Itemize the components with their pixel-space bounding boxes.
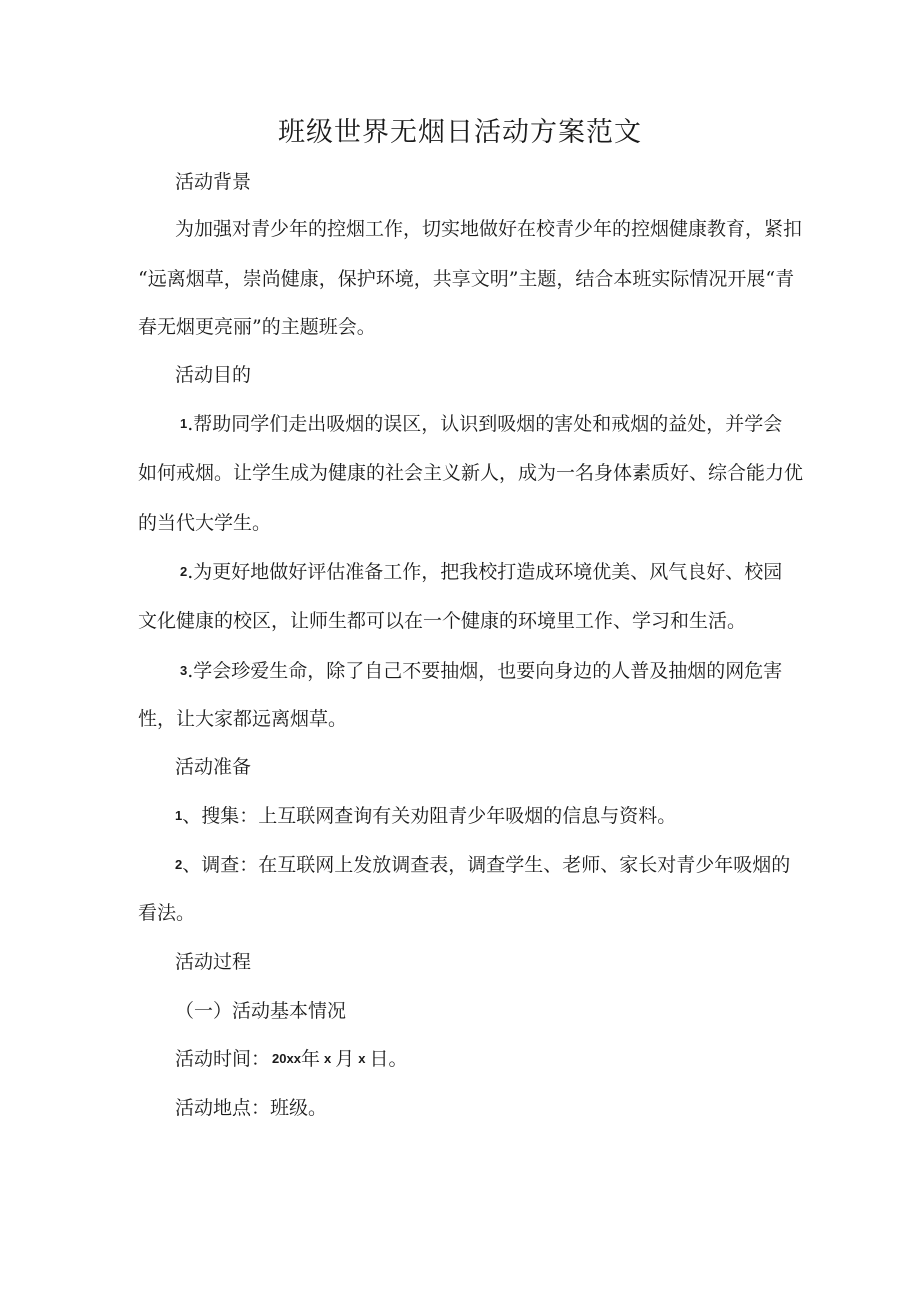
page-title: 班级世界无烟日活动方案范文 <box>278 117 642 148</box>
activity-time-year-unit: 年 <box>300 1048 320 1070</box>
list-item-number: 3 <box>180 663 188 678</box>
paragraph-line: “远离烟草，崇尚健康，保护环境，共享文明”主题，结合本班实际情况开展“青 <box>138 268 795 290</box>
list-item <box>180 409 782 439</box>
list-item-number: 2 <box>180 564 188 579</box>
activity-time-month: x <box>323 1051 332 1066</box>
list-item <box>180 557 782 587</box>
section-heading-background: 活动背景 <box>175 171 252 193</box>
activity-time-year: 20xx <box>272 1051 301 1066</box>
list-item-text: .为更好地做好评估准备工作，把我校打造成环境优美、风气良好、校园 <box>187 561 783 583</box>
activity-time-day-unit: 日。 <box>369 1048 408 1070</box>
paragraph-line: 性，让大家都远离烟草。 <box>138 708 348 730</box>
paragraph-line: 如何戒烟。让学生成为健康的社会主义新人，成为一名身体素质好、综合能力优 <box>138 462 804 484</box>
list-item-text: .帮助同学们走出吸烟的误区，认识到吸烟的害处和戒烟的益处，并学会 <box>187 413 783 435</box>
list-item <box>175 801 676 831</box>
paragraph-line: 文化健康的校区，让师生都可以在一个健康的环境里工作、学习和生活。 <box>138 610 747 632</box>
list-item-number: 2 <box>175 857 183 872</box>
list-item <box>180 656 782 686</box>
paragraph-line: 春无烟更亮丽”的主题班会。 <box>138 316 376 338</box>
list-item <box>175 850 791 880</box>
list-item-number: 1 <box>175 808 183 823</box>
section-heading-process: 活动过程 <box>175 951 252 973</box>
activity-place: 活动地点：班级。 <box>175 1097 328 1119</box>
activity-time-month-unit: 月 <box>335 1048 355 1070</box>
list-item-text: 、调查：在互联网上发放调查表，调查学生、老师、家长对青少年吸烟的 <box>182 854 791 876</box>
subsection-heading: （一）活动基本情况 <box>175 1000 347 1022</box>
section-heading-purpose: 活动目的 <box>175 364 252 386</box>
paragraph-line: 的当代大学生。 <box>138 512 272 534</box>
section-heading-prep: 活动准备 <box>175 756 252 778</box>
list-item-text: 、搜集：上互联网查询有关劝阻青少年吸烟的信息与资料。 <box>182 805 677 827</box>
paragraph-line: 看法。 <box>138 902 196 924</box>
activity-time-label: 活动时间： <box>175 1048 271 1070</box>
activity-time <box>175 1044 407 1074</box>
list-item-number: 1 <box>180 416 188 431</box>
activity-time-day: x <box>358 1051 366 1066</box>
list-item-text: .学会珍爱生命，除了自己不要抽烟，也要向身边的人普及抽烟的网危害 <box>187 660 783 682</box>
paragraph-line: 为加强对青少年的控烟工作，切实地做好在校青少年的控烟健康教育，紧扣 <box>175 218 803 240</box>
